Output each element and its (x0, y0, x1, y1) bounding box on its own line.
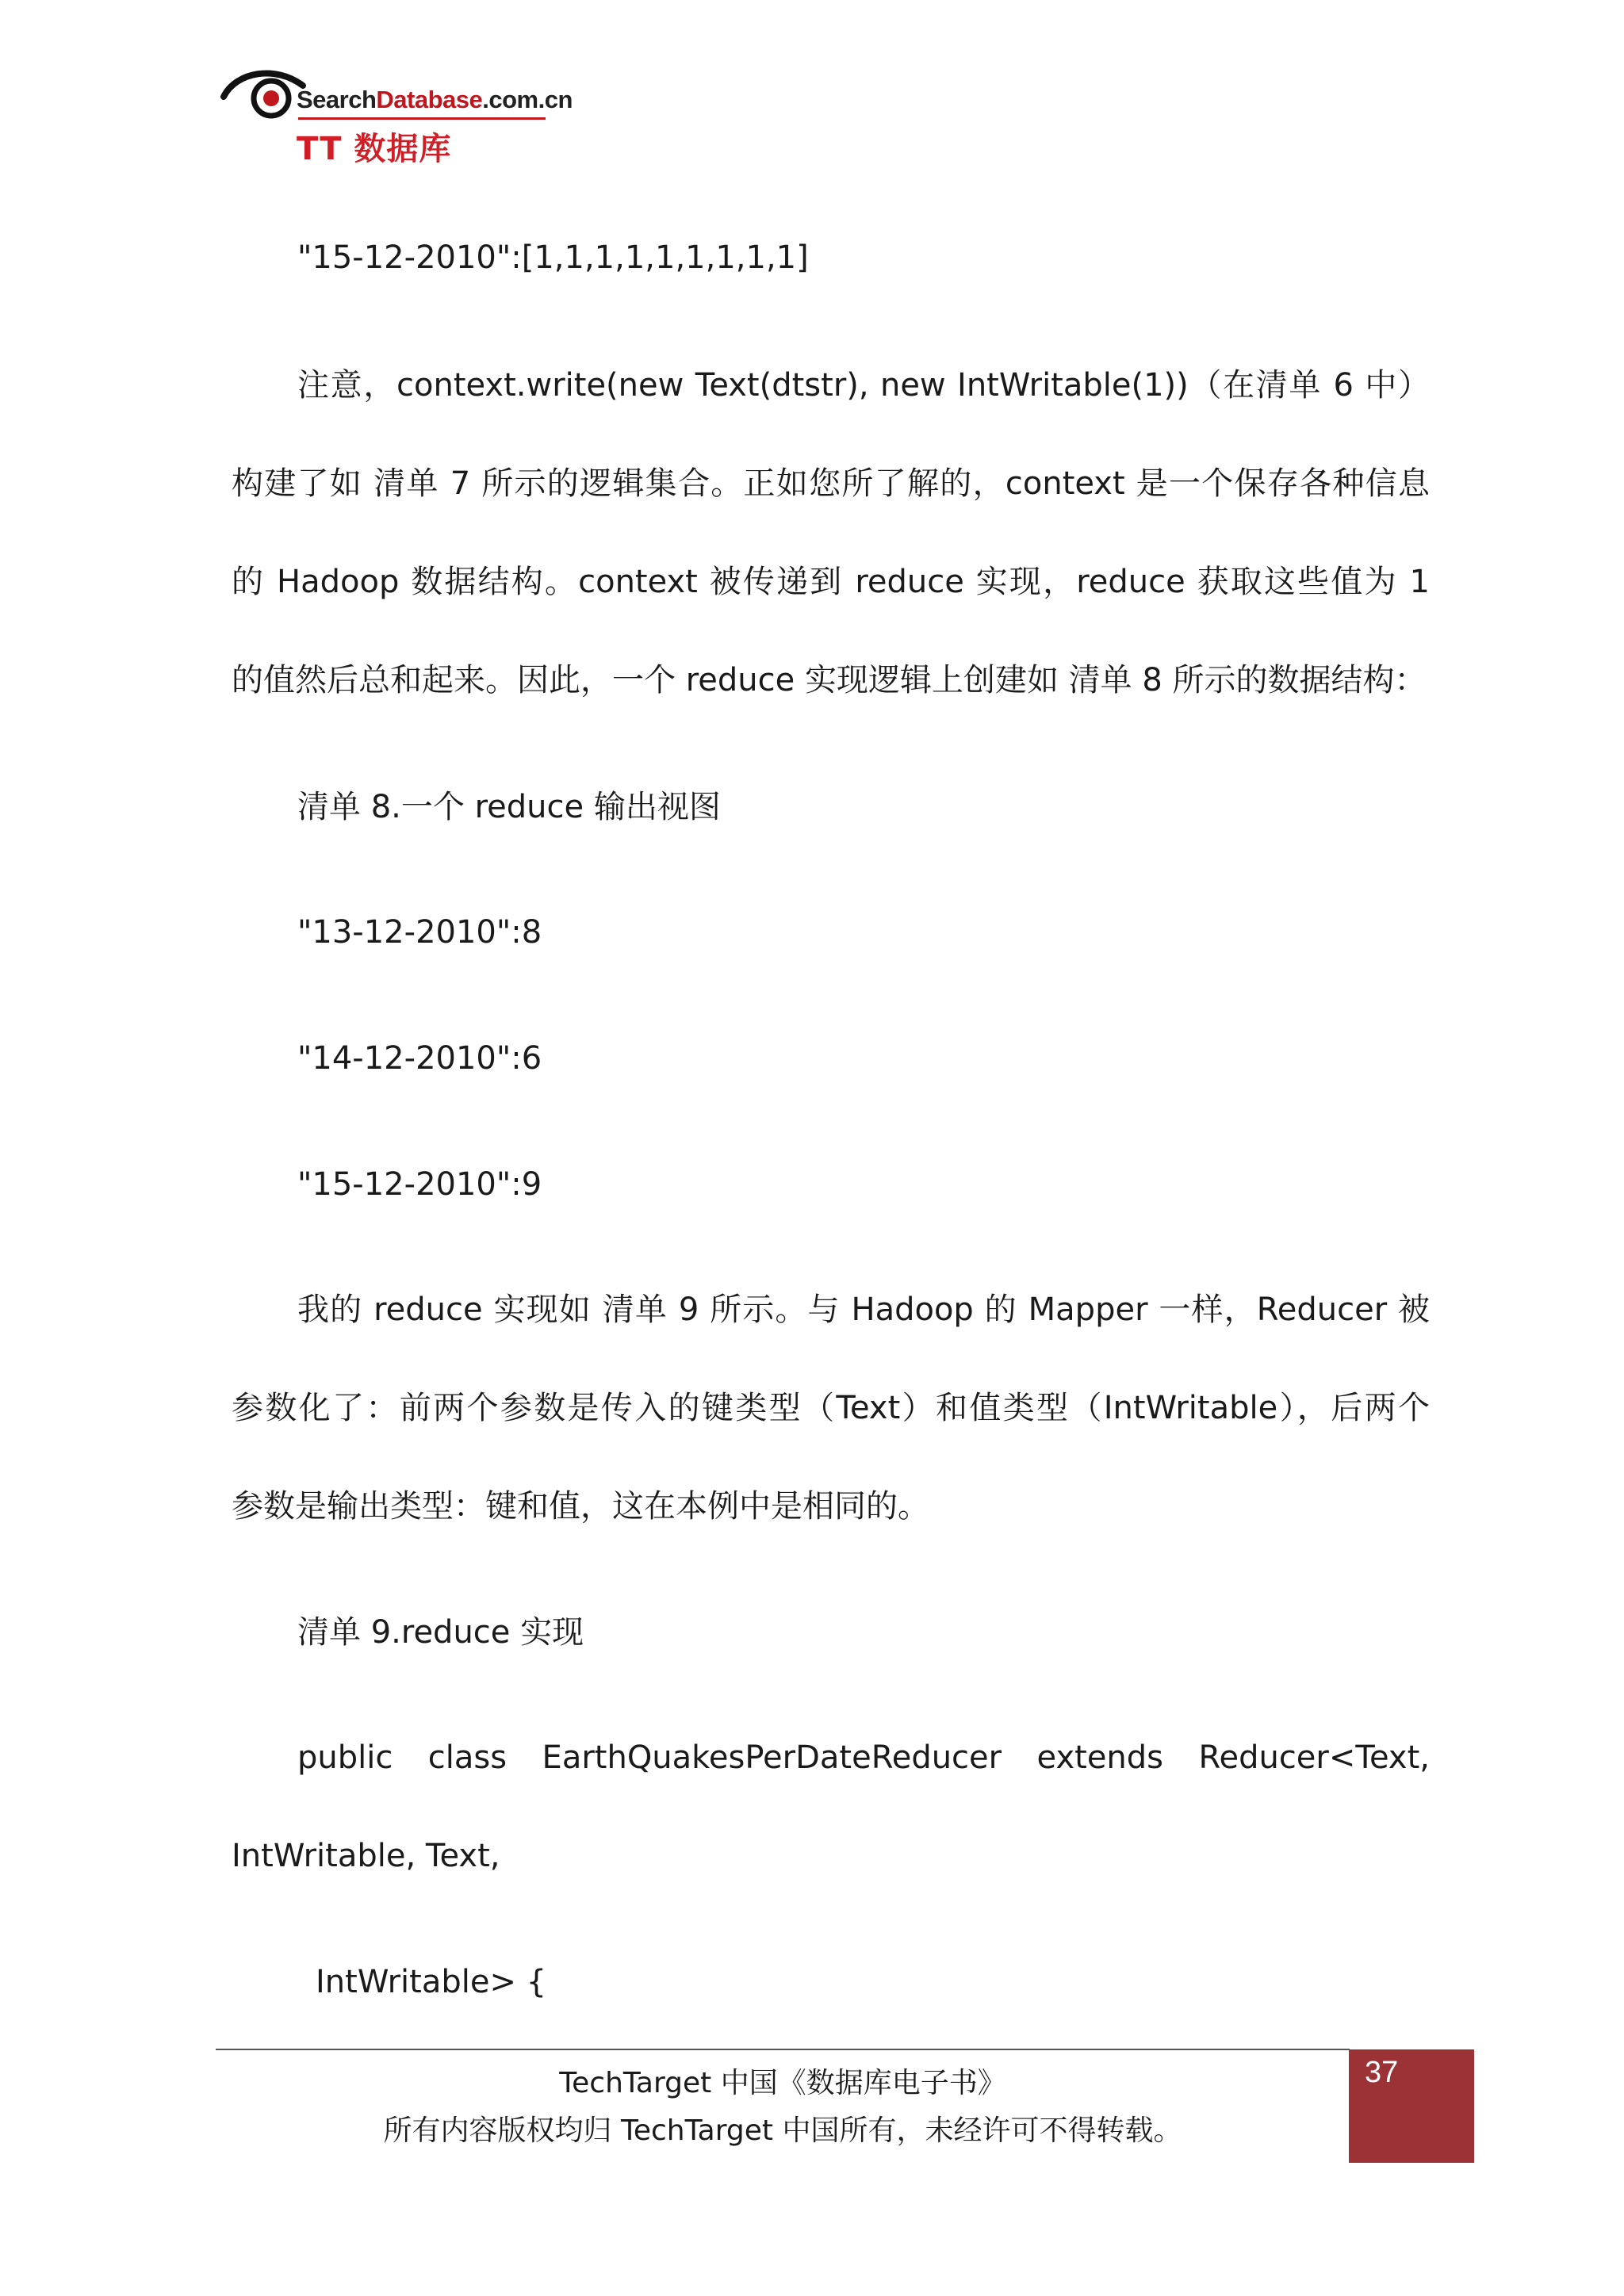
paragraph-line: 的 Hadoop 数据结构。context 被传递到 reduce 实现，reduce 获取这些值为 1 (232, 564, 1430, 600)
code-line: "15-12-2010":9 (297, 1166, 542, 1203)
eye-icon (220, 65, 308, 128)
code-line: "15-12-2010":[1,1,1,1,1,1,1,1,1] (297, 239, 809, 276)
logo-chinese: TT 数据库 (297, 131, 452, 167)
footer-title: TechTarget 中国《数据库电子书》 (559, 2067, 1006, 2099)
paragraph-line: 我的 reduce 实现如 清单 9 所示。与 Hadoop 的 Mapper 一样，Reducer 被 (297, 1292, 1430, 1328)
listing-caption: 清单 8.一个 reduce 输出视图 (297, 789, 721, 825)
paragraph-line: 参数化了：前两个参数是传入的键类型（Text）和值类型（IntWritable），后两个 (232, 1390, 1430, 1426)
code-line: IntWritable, Text, (232, 1838, 500, 1874)
paragraph-line: 参数是输出类型：键和值，这在本例中是相同的。 (232, 1488, 929, 1525)
logo-wordmark: SearchDatabase.com.cn (297, 86, 573, 113)
logo-underline (298, 117, 546, 120)
page-number-badge (1349, 2049, 1474, 2163)
code-line: "13-12-2010":8 (297, 914, 542, 951)
paragraph-line: 注意，context.write(new Text(dtstr), new IntWritable(1))（在清单 6 中） (297, 367, 1430, 404)
code-line: IntWritable> { (316, 1964, 547, 2000)
footer-copyright: 所有内容版权均归 TechTarget 中国所有，未经许可不得转载。 (383, 2114, 1182, 2147)
paragraph-line: 构建了如 清单 7 所示的逻辑集合。正如您所了解的，context 是一个保存各种信息 (232, 465, 1430, 502)
code-line: "14-12-2010":6 (297, 1040, 542, 1077)
code-line: public class EarthQuakesPerDateReducer extends Reducer<Text, (297, 1739, 1430, 1776)
paragraph-line: 的值然后总和起来。因此，一个 reduce 实现逻辑上创建如 清单 8 所示的数据结构： (232, 662, 1427, 698)
searchdatabase-logo (220, 65, 573, 168)
listing-caption: 清单 9.reduce 实现 (297, 1614, 584, 1651)
page-number: 37 (1365, 2056, 1399, 2089)
footer-divider (216, 2049, 1350, 2050)
